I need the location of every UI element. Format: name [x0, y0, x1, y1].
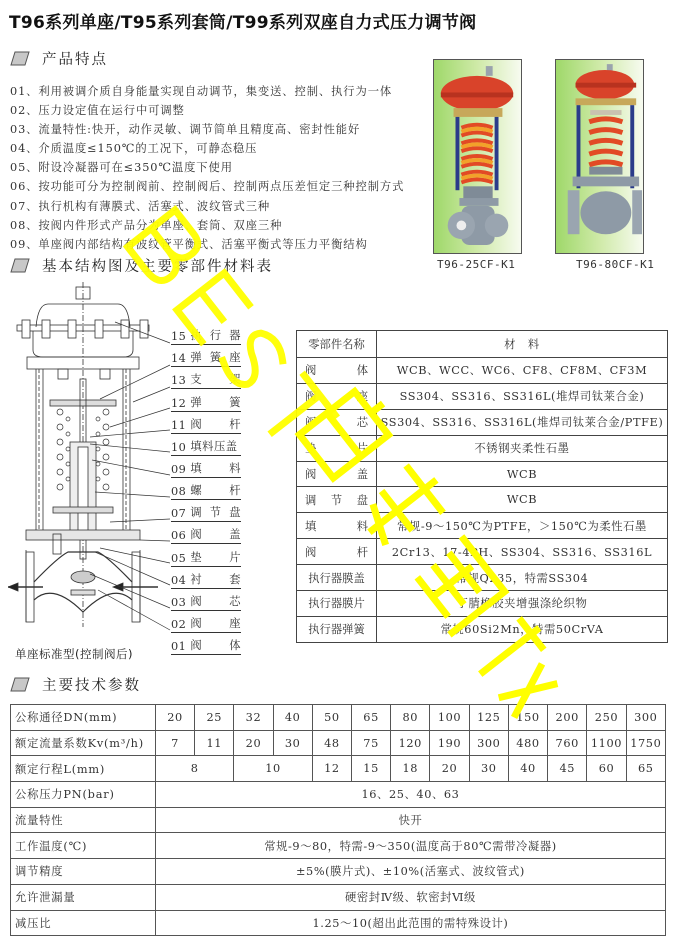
section-title: 主要技术参数	[42, 678, 141, 694]
part-label: 07 调 节 盘	[171, 500, 241, 522]
table-row: 调 节 盘 WCB	[297, 487, 668, 513]
table-row-dn: 公称通径DN(mm) 20 25 32 40 50 65 80 100 125 150 200 250 300	[11, 705, 666, 731]
table-row: 阀 杆 2Cr13、17-4PH、SS304、SS316、SS316L	[297, 539, 668, 565]
part-label: 15 执 行 器	[171, 323, 241, 345]
feature-item: 04、介质温度≤150℃的工况下，可静态稳压	[10, 142, 258, 156]
feature-item: 05、附设冷凝器可在≤350℃温度下使用	[10, 161, 233, 175]
part-label: 12 弹 簧	[171, 389, 241, 411]
part-label-list	[171, 323, 241, 655]
table-row: 阀 芯 SS304、SS316、SS316L(堆焊司钛莱合金/PTFE)	[297, 409, 668, 435]
table-row: 垫 片 不锈钢夹柔性石墨	[297, 435, 668, 461]
table-row: 阀 盖 WCB	[297, 461, 668, 487]
materials-table	[296, 330, 668, 643]
feature-item: 08、按阀内件形式产品分为单座、套筒、双座三种	[10, 218, 283, 232]
parallelogram-bullet-icon	[10, 258, 30, 273]
part-label: 08 螺 杆	[171, 478, 241, 500]
table-row: 阀 座 SS304、SS316、SS316L(堆焊司钛莱合金)	[297, 383, 668, 409]
part-label: 14 弹 簧 座	[171, 345, 241, 367]
header-part-name: 零部件名称	[297, 331, 377, 358]
table-row: 工作温度(℃) 常规-9～80，特需-9～350(温度高于80℃需带冷凝器)	[11, 833, 666, 859]
feature-item: 03、流量特性:快开，动作灵敏、调节简单且精度高、密封性能好	[10, 123, 361, 137]
table-header-row	[297, 331, 668, 358]
parallelogram-bullet-icon	[10, 51, 30, 66]
part-label: 06 阀 盖	[171, 522, 241, 544]
feature-item: 01、利用被调介质自身能量实现自动调节，集变送、控制、执行为一体	[10, 85, 393, 98]
table-row: 流量特性 快开	[11, 807, 666, 833]
photo-caption: T96-25CF-K1	[437, 258, 516, 271]
part-label: 13 支 架	[171, 367, 241, 389]
table-row: 执行器弹簧 常规60Si2Mn，特需50CrVA	[297, 616, 668, 642]
part-label: 09 填 料	[171, 456, 241, 478]
table-row: 允许泄漏量 硬密封Ⅳ级、软密封Ⅵ级	[11, 884, 666, 910]
section-header-structure	[10, 255, 273, 276]
part-label: 05 垫 片	[171, 544, 241, 566]
feature-item: 09、单座阀内部结构有波纹管平衡式、活塞平衡式等压力平衡结构	[10, 237, 368, 251]
table-row: 减压比 1.25～10(超出此范围的需特殊设计)	[11, 910, 666, 936]
part-label: 01 阀 体	[171, 633, 241, 655]
feature-item: 06、按功能可分为控制阀前、控制阀后、控制两点压差恒定三种控制方式	[10, 180, 405, 194]
header-material: 材 料	[377, 331, 668, 358]
parallelogram-bullet-icon	[10, 677, 30, 692]
feature-item: 07、执行机构有薄膜式、活塞式、波纹管式三种	[10, 199, 271, 213]
part-label: 02 阀 座	[171, 611, 241, 633]
table-row: 阀 体 WCB、WCC、WC6、CF8、CF8M、CF3M	[297, 358, 668, 384]
product-photo-t96-25cf-k1	[433, 59, 522, 254]
specs-table	[10, 704, 666, 936]
part-label: 11 阀 杆	[171, 412, 241, 434]
section-header-features	[10, 48, 108, 69]
self-operated-valve-photo-icon	[556, 60, 643, 253]
table-row: 执行器膜盖 常规Q235，特需SS304	[297, 565, 668, 591]
part-label: 03 阀 芯	[171, 589, 241, 611]
table-row: 填 料 常规-9～150℃为PTFE，＞150℃为柔性石墨	[297, 513, 668, 539]
page-title: T96系列单座/T95系列套筒/T99系列双座自力式压力调节阀	[9, 13, 477, 33]
section-title: 基本结构图及主要零部件材料表	[42, 259, 273, 275]
table-row-stroke: 额定行程L(mm) 8 10 12 15 18 20 30 40 45 60 65	[11, 756, 666, 782]
self-operated-valve-photo-icon	[434, 60, 521, 253]
feature-list	[10, 82, 404, 254]
feature-item: 02、压力设定值在运行中可调整	[10, 104, 185, 118]
table-row: 调节精度 ±5%(膜片式)、±10%(活塞式、波纹管式)	[11, 859, 666, 885]
valve-cross-section-drawing	[8, 282, 158, 632]
table-row: 公称压力PN(bar) 16、25、40、63	[11, 782, 666, 808]
product-photo-t96-80cf-k1	[555, 59, 644, 254]
table-row: 执行器膜片 丁腈橡胶夹增强涤纶织物	[297, 591, 668, 617]
part-label: 04 衬 套	[171, 567, 241, 589]
part-label: 10 填料压盖	[171, 434, 241, 456]
section-title: 产品特点	[42, 52, 108, 68]
photo-caption: T96-80CF-K1	[576, 258, 655, 271]
drawing-caption: 单座标准型(控制阀后)	[15, 647, 133, 661]
section-header-specs	[10, 674, 141, 695]
table-row-kv: 额定流量系数Kv(m³/h) 7 11 20 30 48 75 120 190 300 480 760 1100 1750	[11, 730, 666, 756]
